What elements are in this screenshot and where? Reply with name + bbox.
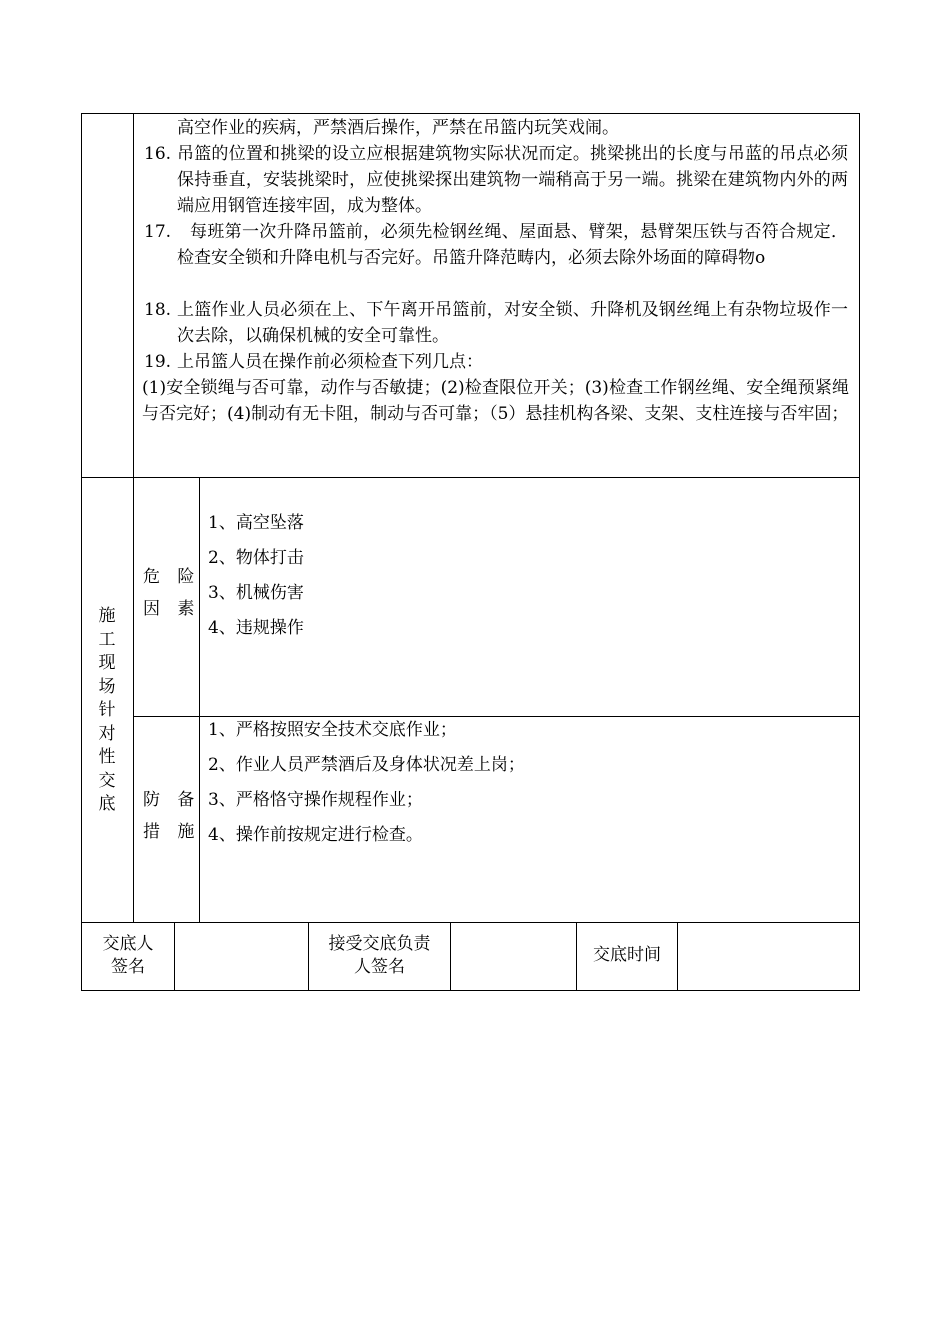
- measures-label-line1: 防 备: [143, 790, 201, 810]
- rule-text: 上篮作业人员必须在上、下午离开吊篮前，对安全锁、升降机及钢丝绳上有杂物垃圾作一次去除，以确保机械的安全可靠性。: [177, 300, 848, 346]
- hazards-label-line1: 危 险: [143, 567, 201, 587]
- measure-item: 4、操作前按规定进行检查。: [208, 825, 423, 845]
- label-line: 交底人: [102, 934, 154, 954]
- rule-text: 吊篮的位置和挑梁的设立应根据建筑物实际状况而定。挑梁挑出的长度与吊蓝的吊点必须保持垂直，安装挑梁时，应使挑梁探出建筑物一端稍高于另一端。挑梁在建筑物内外的两端应用钢管连接牢固，成为整体。: [177, 144, 848, 216]
- table-top-border: [81, 113, 860, 114]
- row-divider: [81, 477, 860, 478]
- briefing-time-field[interactable]: [678, 923, 859, 990]
- receiver-signature-field[interactable]: [451, 923, 576, 990]
- rule-number: 17.: [144, 222, 172, 242]
- rule-number: 19.: [144, 352, 172, 372]
- rule-text: 上吊篮人员在操作前必须检查下列几点：: [177, 352, 483, 372]
- hazard-item: 1、高空坠落: [208, 513, 304, 533]
- briefer-signature-label: [82, 933, 174, 979]
- measure-item: 2、作业人员严禁酒后及身体状况差上岗；: [208, 755, 525, 775]
- hazards-label-line2: 因 素: [143, 599, 201, 619]
- hazard-item: 3、机械伤害: [208, 583, 304, 603]
- rule-number: 18.: [144, 300, 172, 320]
- label-line: 接受交底负责: [328, 934, 431, 954]
- rule-item-18: [144, 297, 848, 349]
- site-briefing-label: 施工现场针对性交底: [98, 606, 116, 814]
- measure-item: 1、严格按照安全技术交底作业；: [208, 720, 457, 740]
- rule-text: 每班第一次升降吊篮前，必须先检钢丝绳、屋面悬、臂架，悬臂架压铁与否符合规定．检查安全锁和升降电机与否完好。吊篮升降范畴内，必须去除外场面的障碍物o: [177, 222, 848, 268]
- label-line: 人签名: [354, 957, 405, 977]
- hazard-item: 4、违规操作: [208, 618, 304, 638]
- column-divider: [199, 477, 200, 923]
- column-divider: [133, 477, 134, 923]
- rule-item-16: [144, 141, 848, 219]
- inspection-checklist: (1)安全锁绳与否可靠，动作与否敏捷；(2)检查限位开关；(3)检查工作钢丝绳、安全绳预紧绳与否完好；(4)制动有无卡阻，制动与否可靠；（5）悬挂机构各梁、支架、支柱连接与否牢固；: [142, 378, 849, 424]
- receiver-signature-label: [309, 933, 450, 979]
- table-left-border: [81, 113, 82, 991]
- rule-item-19: [144, 349, 848, 375]
- rule-continuation: 高空作业的疾病，严禁酒后操作，严禁在吊篮内玩笑戏闹。: [177, 118, 619, 138]
- label-line: 签名: [111, 957, 145, 977]
- rule-number: 16.: [144, 144, 172, 164]
- briefer-signature-field[interactable]: [175, 923, 308, 990]
- rule-item-17: [144, 219, 848, 271]
- briefing-time-label: 交底时间: [593, 945, 661, 965]
- table-right-border: [859, 113, 860, 991]
- measures-label-line2: 措 施: [143, 822, 201, 842]
- hazard-item: 2、物体打击: [208, 548, 304, 568]
- column-divider: [133, 113, 134, 478]
- table-bottom-border: [81, 990, 860, 991]
- measure-item: 3、严格恪守操作规程作业；: [208, 790, 423, 810]
